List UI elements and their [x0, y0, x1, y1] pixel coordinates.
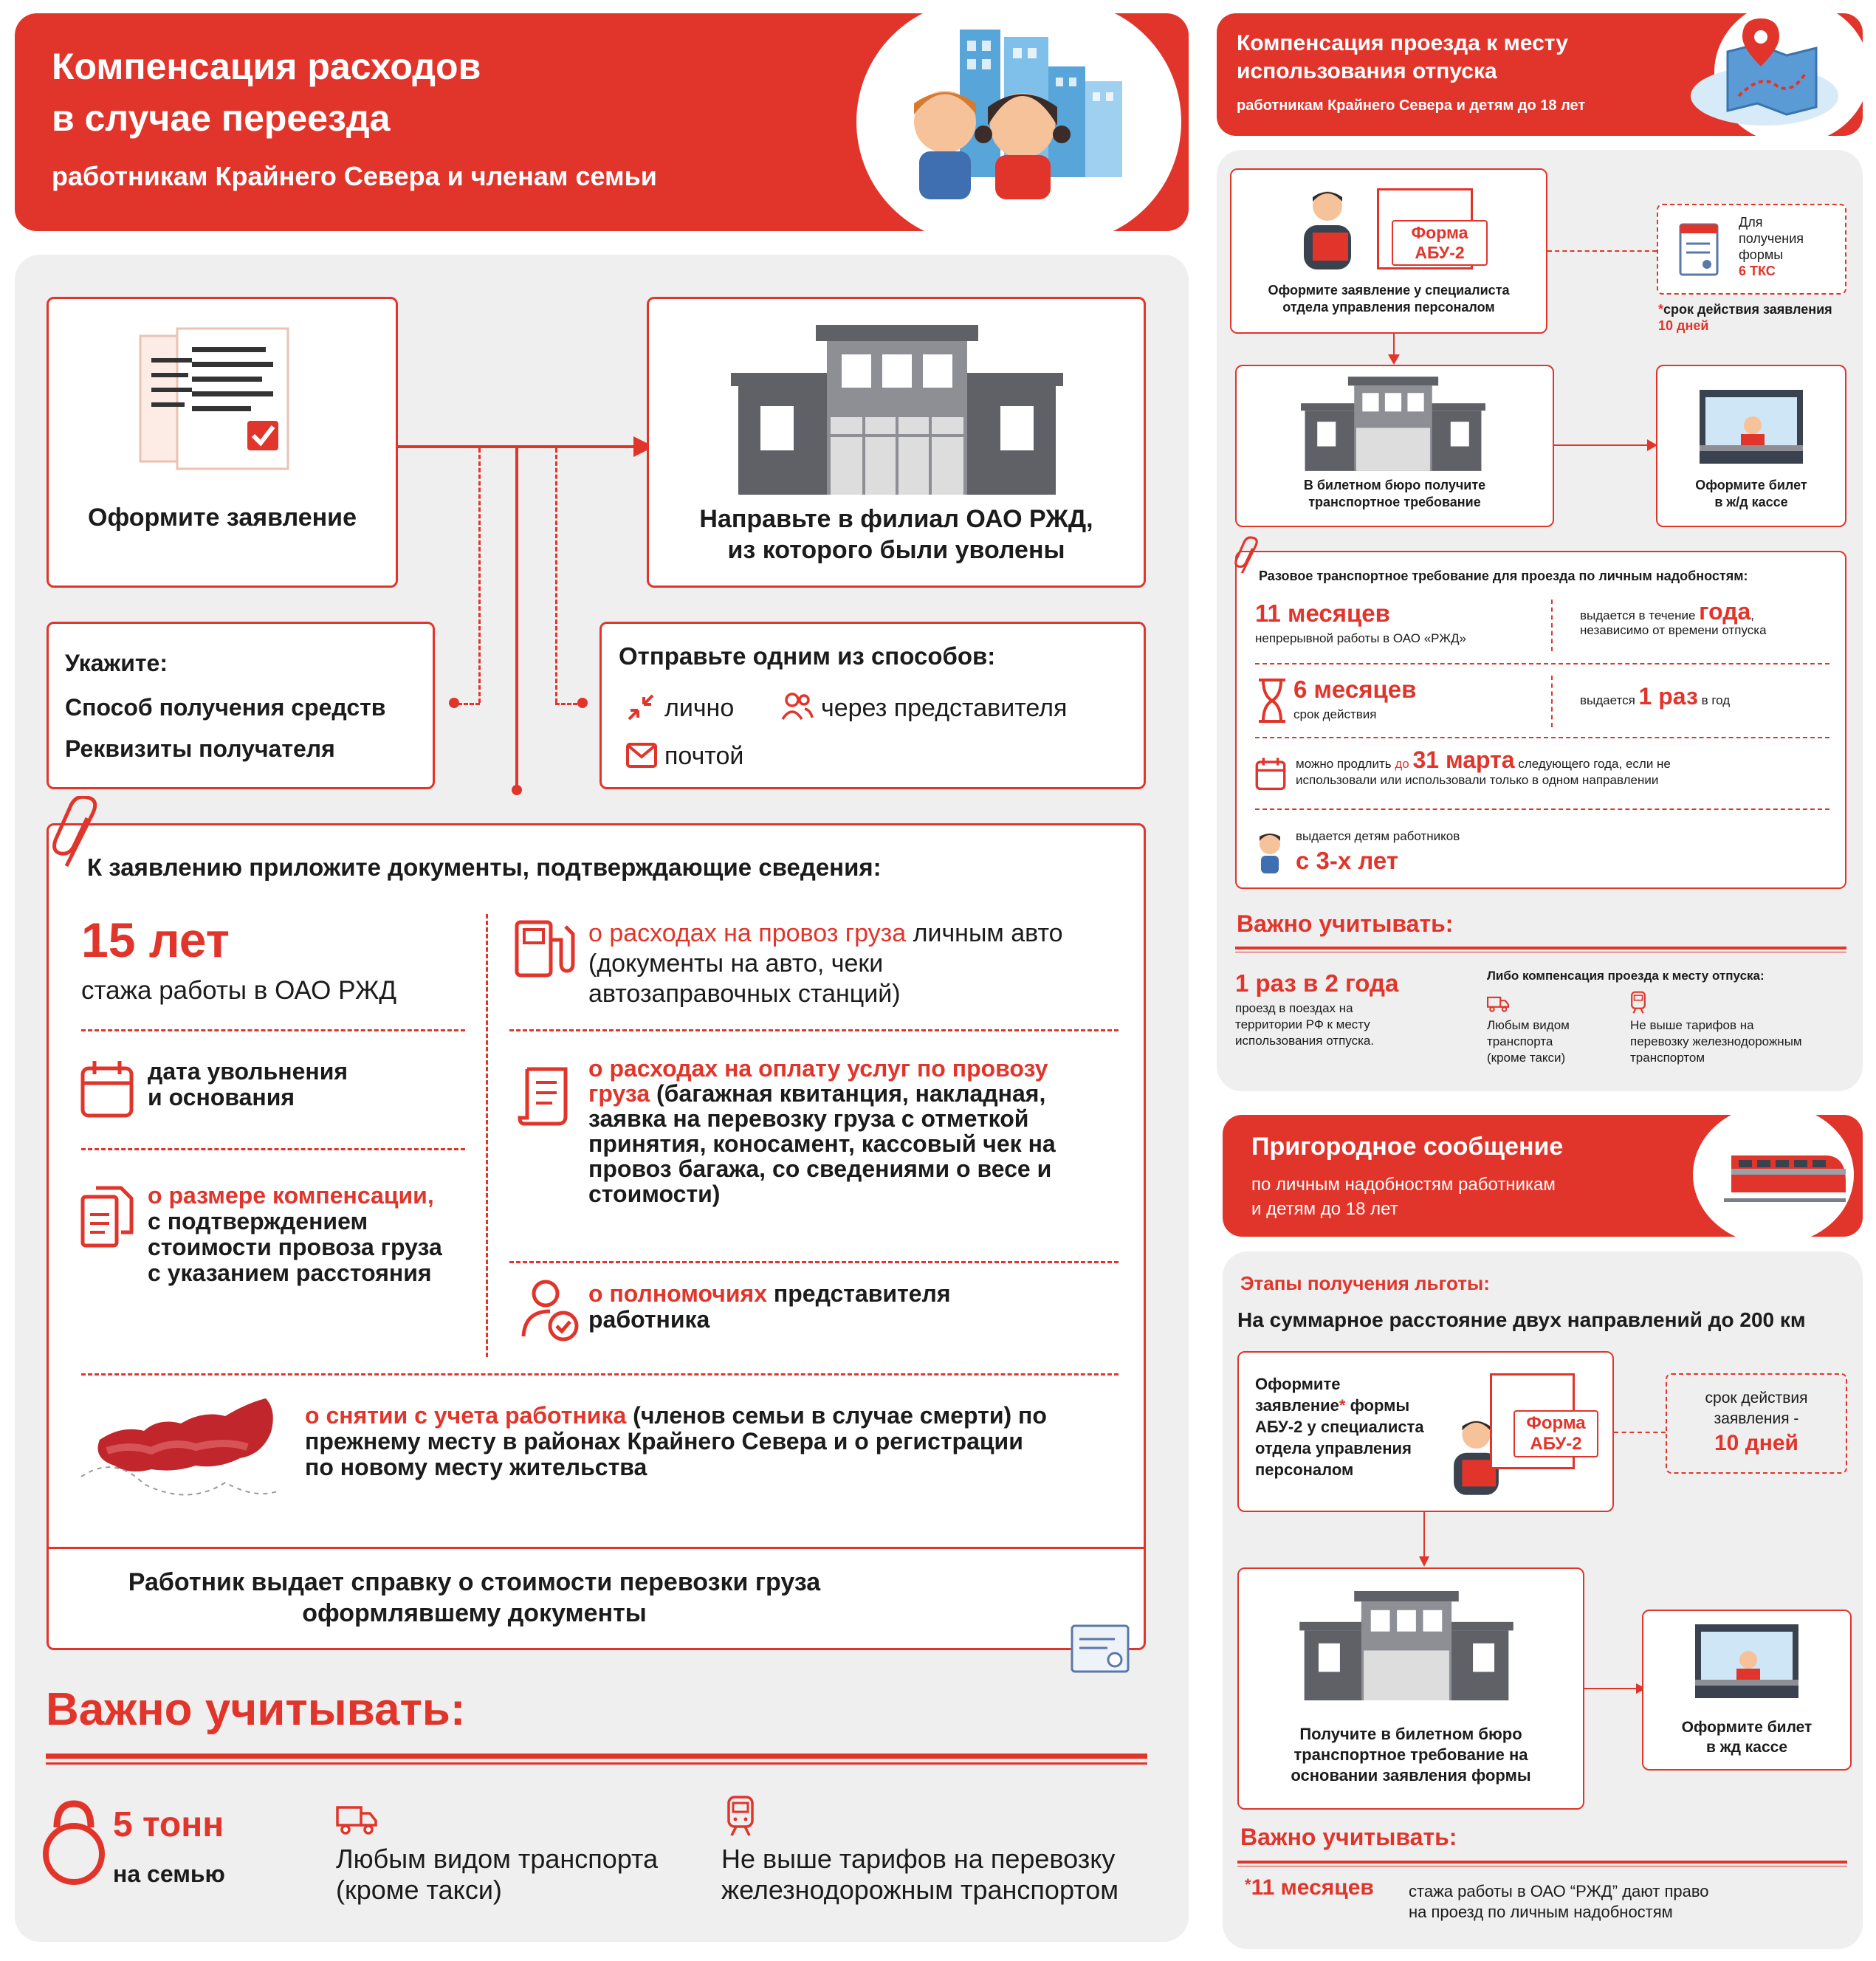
cashier-icon [1695, 1624, 1798, 1698]
divider [1235, 947, 1846, 949]
send-representative: через представителя [821, 694, 1068, 722]
months11-text: непрерывной работы в ОАО «РЖД» [1255, 631, 1466, 645]
validity-note: *срок действия заявления 10 дней [1658, 302, 1832, 333]
divider [46, 1754, 1147, 1759]
right1-tariff-text: Не выше тарифов на перевозку железнодорожным транспортом [1630, 1018, 1802, 1065]
divider [1237, 1861, 1847, 1864]
weight-value: 5 тонн [113, 1805, 224, 1844]
fuel-icon [514, 919, 576, 978]
connector-dot [512, 785, 522, 795]
months6-text: срок действия [1293, 707, 1377, 721]
right1-transport-text: Любым видом транспорта (кроме такси) [1487, 1018, 1570, 1065]
certificate-text: Работник выдает справку о стоимости перевозки груза оформлявшему документы [128, 1568, 821, 1627]
worker-icon [1291, 188, 1364, 269]
transport-text: Любым видом транспорта (кроме такси) [336, 1844, 659, 1905]
receipt-icon [517, 1063, 576, 1127]
arrow-head-icon [1388, 354, 1400, 365]
document-icon [1677, 221, 1722, 278]
suburban-train-icon [1724, 1141, 1846, 1211]
tariff-text: Не выше тарифов на перевозку железнодорожным транспортом [721, 1844, 1119, 1905]
documents-title: К заявлению приложите документы, подтверждающие сведения: [87, 854, 882, 881]
arrow-line [1554, 444, 1649, 446]
frequency-value: 1 раз в 2 года [1235, 969, 1399, 997]
hourglass-icon [1257, 678, 1287, 724]
step-application-label: Оформите заявление [88, 504, 357, 532]
train-icon [1630, 991, 1646, 1014]
person-check-icon [520, 1277, 580, 1344]
deregistration-text: о снятии с учета работника (членов семьи в случае смерти) по прежнему месту в районах Крайнего Севера и о регистрации по новому месту жительства [305, 1402, 1047, 1480]
connector-dot [449, 698, 459, 708]
divider [1551, 676, 1553, 727]
divider [1255, 663, 1829, 664]
once-text: выдается 1 раз в год [1580, 683, 1731, 710]
validity-value: 10 дней [1714, 1431, 1798, 1455]
building-icon [1301, 377, 1485, 471]
right1-header-title: Компенсация проезда к месту использования отпуска [1237, 31, 1568, 83]
truck-icon [336, 1804, 377, 1835]
right1-step1-text: Оформите заявление у специалиста отдела управления персоналом [1268, 283, 1510, 315]
kettlebell-icon [41, 1798, 107, 1886]
right2-header-subtitle: по личным надобностям работникам и детям до 18 лет [1251, 1175, 1556, 1219]
service-expenses-text: о расходах на оплату услуг по провозу груза (багажная квитанция, накладная, заявка на перевозку груза с отметкой принятия, коносамент, кассовый чек на провоз багажа, со сведениями о весе и стоимости) [588, 1055, 1056, 1207]
divider [1551, 600, 1553, 651]
frequency-text: проезд в поездах на территории РФ к месту использования отпуска. [1235, 1001, 1375, 1048]
truck-icon [1487, 995, 1509, 1013]
either-text: Либо компенсация проезда к месту отпуска: [1487, 969, 1765, 983]
divider [1255, 737, 1829, 738]
distance-text: На суммарное расстояние двух направлений до 200 км [1237, 1308, 1806, 1331]
mail-icon [626, 743, 657, 768]
specify-item: Реквизиты получателя [65, 735, 335, 762]
stages-title: Этапы получения льготы: [1240, 1272, 1490, 1294]
requirement-title: Разовое транспортное требование для проезда по личным надобностям: [1259, 569, 1748, 583]
validity-text: срок действия заявления - [1705, 1390, 1808, 1427]
left-header-title: Компенсация расходов в случае переезда [52, 46, 481, 139]
send-mail: почтой [664, 742, 744, 770]
right2-header-title: Пригородное сообщение [1251, 1133, 1564, 1161]
months11-value: 11 месяцев [1255, 600, 1390, 627]
divider [46, 1762, 1147, 1765]
connector-line [1423, 1512, 1425, 1561]
form-abu2-label: Форма АБУ-2 [1513, 1410, 1598, 1457]
right2-step2-text: Получите в билетном бюро транспортное требование на основании заявления формы [1291, 1725, 1531, 1785]
building-icon [731, 325, 1063, 495]
divider [1255, 808, 1829, 810]
weight-text: на семью [113, 1861, 225, 1887]
paperclip-icon [1234, 535, 1261, 577]
child-icon [1255, 831, 1285, 873]
extend-text: можно продлить до 31 марта следующего года, если не использовали или использовали только в одном направлении [1296, 746, 1671, 787]
connector-dashed [1547, 250, 1657, 252]
car-expenses-text: о расходах на провоз груза личным авто (документы на авто, чеки автозаправочных станций) [588, 919, 1063, 1008]
connector-dashed [555, 448, 557, 703]
divider [81, 1148, 465, 1150]
connector-dashed [458, 703, 480, 705]
year-text: выдается в течение года, независимо от времени отпуска [1580, 598, 1767, 637]
right1-step2-text: В билетном бюро получите транспортное требование [1303, 478, 1486, 509]
send-personal: лично [664, 694, 735, 722]
specify-item: Способ получения средств [65, 694, 386, 721]
right2-important-value: *11 месяцев [1245, 1875, 1374, 1900]
connector-dot [577, 698, 588, 708]
form-abu2-label: Форма АБУ-2 [1392, 220, 1488, 266]
right1-important-title: Важно учитывать: [1237, 910, 1454, 937]
children-text: выдается детям работников [1296, 829, 1460, 843]
document-check-icon [137, 325, 299, 473]
right1-step3-text: Оформите билет в ж/д кассе [1695, 478, 1807, 509]
right2-step3-text: Оформите билет в жд кассе [1681, 1719, 1813, 1756]
map-pin-icon [1687, 15, 1842, 126]
cashier-icon [1700, 390, 1803, 464]
divider [81, 1029, 465, 1031]
train-icon [726, 1796, 755, 1837]
connector-dashed [478, 448, 481, 703]
authority-text: о полномочиях представителя работника [588, 1280, 951, 1333]
right2-important-text: стажа работы в ОАО “РЖД” дают право на проезд по личным надобностям [1409, 1882, 1709, 1921]
documents-icon [80, 1185, 134, 1249]
compensation-text: о размере компенсации, с подтверждением стоимости провоза груза с указанием расстояния [148, 1182, 442, 1286]
months6-value: 6 месяцев [1293, 676, 1417, 703]
years-text: стажа работы в ОАО РЖД [81, 976, 397, 1005]
step-branch-label: Направьте в филиал ОАО РЖД, из которого были уволены [699, 505, 1093, 564]
dismissal-text: дата увольнения и основания [148, 1058, 348, 1110]
specify-title: Укажите: [65, 650, 168, 676]
right2-important-title: Важно учитывать: [1240, 1824, 1457, 1850]
divider [81, 1373, 1119, 1376]
calendar-icon [80, 1060, 134, 1119]
left-important-title: Важно учитывать: [46, 1684, 466, 1735]
left-header-subtitle: работникам Крайнего Севера и членам семьи [52, 161, 657, 191]
right1-header-subtitle: работникам Крайнего Севера и детям до 18 лет [1237, 97, 1586, 114]
certificate-icon [1071, 1624, 1130, 1673]
people-icon [781, 693, 814, 721]
years-value: 15 лет [81, 913, 230, 967]
connector-line [515, 448, 518, 790]
connector-dashed [555, 703, 577, 705]
arrow-in-icon [626, 693, 656, 722]
building-icon [1299, 1591, 1513, 1700]
form-note-text: Для получения формы 6 ТКС [1739, 215, 1804, 278]
russia-map-icon [78, 1388, 284, 1506]
column-divider [486, 914, 488, 1357]
divider [509, 1261, 1119, 1263]
divider [47, 1547, 1146, 1549]
arrow-head-icon [1419, 1556, 1429, 1567]
children-buildings-icon [901, 22, 1152, 199]
send-methods-title: Отправьте одним из способов: [619, 642, 996, 670]
children-value: с 3-х лет [1296, 847, 1398, 874]
calendar-icon [1255, 757, 1286, 791]
arrow-line [398, 445, 642, 448]
arrow-line [1584, 1688, 1638, 1689]
divider [509, 1029, 1119, 1031]
specify-text [65, 642, 385, 769]
connector-dashed [1614, 1432, 1666, 1433]
right2-step1-text: Оформите заявление* формы АБУ-2 у специалиста отдела управления персоналом [1255, 1375, 1424, 1479]
